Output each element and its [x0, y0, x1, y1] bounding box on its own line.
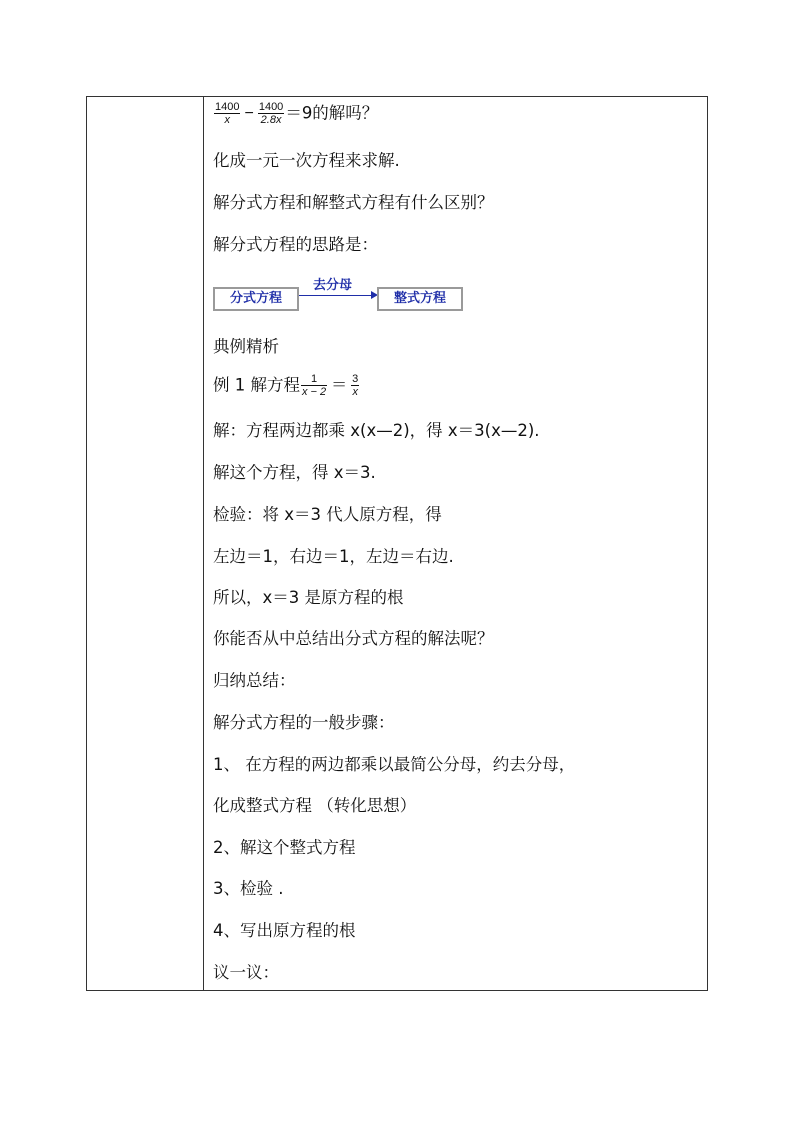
text-line-10: 左边＝1，右边＝1，左边＝右边.	[213, 547, 454, 566]
text-line-20: 议一议：	[213, 963, 279, 982]
text-line-17: 2、解这个整式方程	[213, 838, 356, 857]
minus-sign: −	[244, 104, 254, 122]
text-line-7: 解：方程两边都乘 x(x—2)，得 x＝3(x—2).	[213, 421, 540, 440]
fraction-1400-over-x: $\frac{1400}{x}$	[215, 101, 240, 126]
column-divider	[203, 97, 204, 990]
text-line-19: 4、写出原方程的根	[213, 921, 356, 940]
arrow-line	[299, 295, 371, 296]
text-line-16: 化成整式方程 （转化思想）	[213, 796, 417, 815]
text-line-3: 解分式方程和解整式方程有什么区别？	[213, 193, 494, 212]
text-line-2: 化成一元一次方程来求解.	[213, 151, 400, 170]
fractional-equation-box: 分式方程	[213, 287, 299, 311]
example-line: 例 1 解方程 $\frac{1}{x - 2}$ ＝ $\frac{3}{x}$	[213, 373, 359, 398]
text-line-5: 典例精析	[213, 337, 279, 356]
fraction-1-over-x-minus-2: $\frac{1}{x - 2}$	[302, 373, 327, 398]
equation-line	[213, 101, 378, 126]
text-line-13: 归纳总结：	[213, 671, 296, 690]
fraction-1400-over-2-8x: $\frac{1400}{2.8x}$	[258, 101, 284, 126]
integral-equation-box: 整式方程	[377, 287, 463, 311]
arrow-label: 去分母	[313, 278, 353, 293]
solution-idea-diagram	[213, 275, 473, 307]
text-line-4: 解分式方程的思路是：	[213, 235, 378, 254]
fraction-3-over-x: $\frac{3}{x}$	[352, 373, 359, 398]
text-line-18: 3、检验 .	[213, 879, 284, 898]
text-line-9: 检验：将 x＝3 代人原方程，得	[213, 505, 442, 524]
text-line-12: 你能否从中总结出分式方程的解法呢？	[213, 629, 494, 648]
equation-rhs: ＝9的解吗？	[285, 103, 379, 123]
text-line-11: 所以，x＝3 是原方程的根	[213, 588, 404, 607]
text-line-14: 解分式方程的一般步骤：	[213, 713, 395, 732]
text-line-8: 解这个方程，得 x＝3.	[213, 463, 376, 482]
text-line-15: 1、 在方程的两边都乘以最简公分母，约去分母，	[213, 755, 576, 774]
lesson-table	[86, 96, 708, 991]
